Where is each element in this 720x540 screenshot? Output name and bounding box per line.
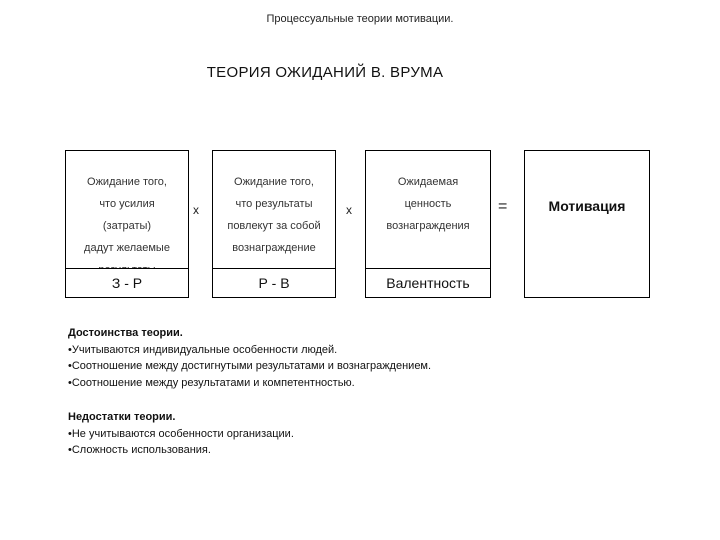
equals-operator: = — [498, 198, 508, 215]
result-reward-description — [213, 171, 335, 259]
slide-subtitle: Процессуальные теории мотивации. — [266, 13, 454, 25]
description-line: вознаграждения — [386, 220, 470, 232]
valence-description — [366, 171, 490, 237]
motivation-box — [524, 150, 650, 298]
description-line: Ожидание того, — [234, 176, 314, 188]
effort-result-label: З - Р — [66, 268, 188, 297]
valence-label: Валентность — [366, 268, 490, 297]
multiply-operator-1: х — [193, 203, 199, 217]
list-item: •Сложность использования. — [68, 444, 211, 456]
result-reward-label: Р - В — [213, 268, 335, 297]
valence-box — [365, 150, 491, 298]
description-line: что усилия — [99, 198, 155, 210]
motivation-label: Мотивация — [548, 198, 626, 214]
list-item: •Соотношение между результатами и компетентностью. — [68, 376, 355, 389]
list-item: •Учитываются индивидуальные особенности людей. — [68, 343, 338, 356]
description-line: вознаграждение — [232, 242, 316, 254]
multiply-operator-2: х — [346, 203, 352, 217]
description-line: повлекут за собой — [227, 220, 321, 232]
list-item: •Не учитываются особенности организации. — [68, 427, 294, 440]
description-line: Ожидание того, — [87, 176, 167, 188]
description-line: дадут желаемые — [84, 242, 170, 254]
disadvantages-section — [68, 409, 294, 459]
advantages-heading: Достоинства теории. — [68, 327, 183, 339]
description-line: (затраты) — [102, 220, 152, 232]
disadvantages-heading: Недостатки теории. — [68, 411, 176, 423]
description-line: Ожидаемая — [397, 176, 459, 188]
list-item: •Соотношение между достигнутыми результатами и вознаграждением. — [68, 360, 432, 372]
result-reward-box — [212, 150, 336, 298]
effort-result-box — [65, 150, 189, 298]
description-line: ценность — [404, 198, 452, 210]
effort-result-description — [66, 171, 188, 281]
description-line: что результаты — [235, 198, 313, 210]
advantages-section — [68, 325, 431, 391]
slide-title: ТЕОРИЯ ОЖИДАНИЙ В. ВРУМА — [206, 64, 444, 81]
